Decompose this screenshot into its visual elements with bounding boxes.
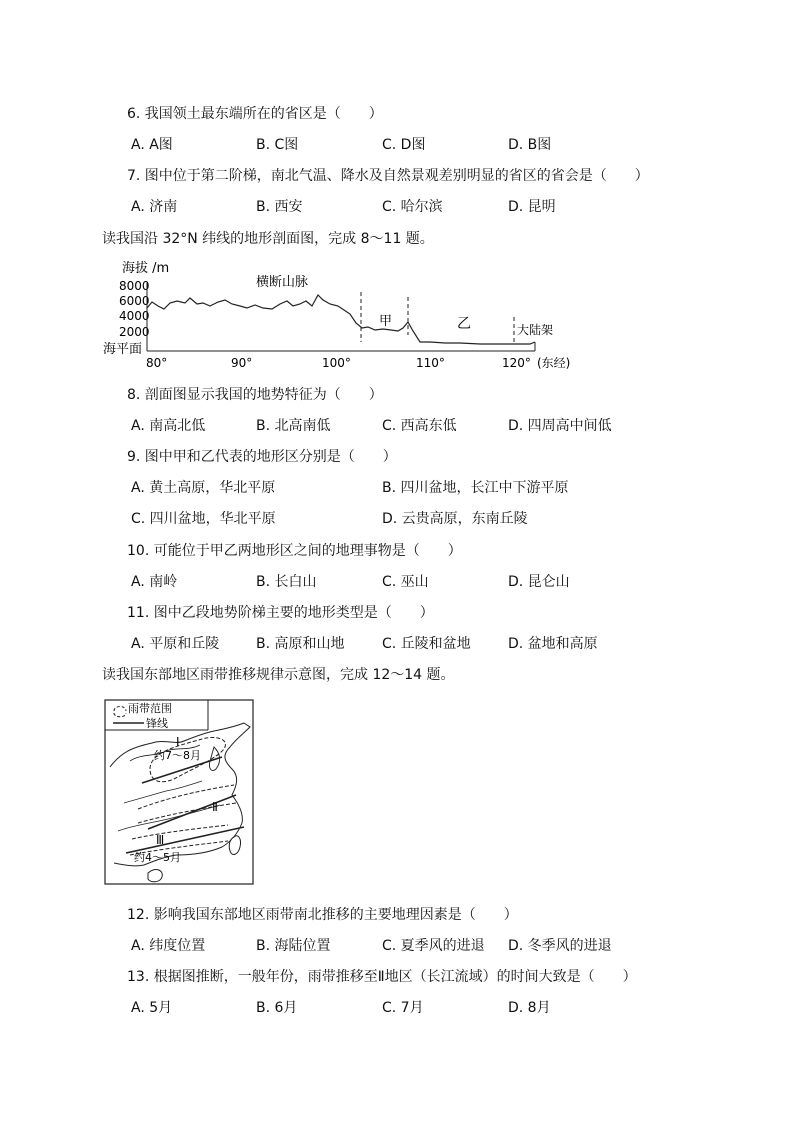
q12-option-a: A. 纬度位置 [131,938,206,954]
q7-option-c: C. 哈尔滨 [382,199,443,215]
q11-option-d: D. 盆地和高原 [508,636,598,652]
profile-xtick-80: 80° [146,356,168,370]
q12-option-c: C. 夏季风的进退 [382,938,485,954]
q10-option-b: B. 长白山 [256,574,317,590]
q10-option-d: D. 昆仑山 [508,574,570,590]
q9-option-c: C. 四川盆地，华北平原 [131,511,276,527]
terrain-profile-line [147,295,535,344]
zone-i-time: 约7～8月 [154,749,201,762]
label-yi: 乙 [457,316,471,332]
q9-option-b: B. 四川盆地，长江中下游平原 [382,480,569,496]
q11-option-a: A. 平原和丘陵 [131,636,220,652]
q6-option-a: A. A图 [131,137,173,153]
label-continental-shelf: 大陆架 [517,323,554,337]
zone-ii-label: Ⅱ [212,800,218,814]
intro-profile: 读我国沿 32°N 纬线的地形剖面图，完成 8～11 题。 [102,231,434,247]
zone-iii-label: Ⅲ [156,833,165,847]
q13-option-c: C. 7月 [382,1000,424,1016]
q11-option-b: B. 高原和山地 [256,636,345,652]
q9-option-a: A. 黄土高原，华北平原 [131,480,276,496]
zone-i-label: Ⅰ [176,735,180,749]
terrain-profile-figure [100,256,590,372]
profile-xunit: (东经) [537,356,571,370]
q11-option-c: C. 丘陵和盆地 [382,636,471,652]
profile-ytick-8000: 8000 [119,279,150,293]
profile-xtick-110: 110° [416,356,445,370]
label-hengduan-mountains: 横断山脉 [256,275,309,290]
hainan-island [148,870,162,882]
profile-ytick-2000: 2000 [119,325,150,339]
profile-ytick-6000: 6000 [119,294,150,308]
zone-iii-time: 约4～5月 [134,851,181,864]
q6-option-b: B. C图 [256,137,299,153]
profile-xtick-120: 120° [502,356,531,370]
profile-ylabel: 海拔 /m [122,261,170,276]
q13-option-a: A. 5月 [131,1000,173,1016]
q8-option-d: D. 四周高中间低 [508,418,612,434]
legend-front-label: 锋线 [146,717,168,730]
q8-stem: 8. 剖面图显示我国的地势特征为（ ） [127,387,383,403]
profile-xtick-100: 100° [322,356,351,370]
label-jia: 甲 [379,314,393,329]
legend-rain-label: 雨带范围 [128,702,172,715]
profile-xtick-90: 90° [231,356,253,370]
q7-option-a: A. 济南 [131,199,178,215]
q11-stem: 11. 图中乙段地势阶梯主要的地形类型是（ ） [127,605,434,621]
q10-option-c: C. 巫山 [382,574,429,590]
q13-option-b: B. 6月 [256,1000,298,1016]
q6-stem: 6. 我国领土最东端所在的省区是（ ） [127,106,383,122]
q7-option-b: B. 西安 [256,199,303,215]
profile-ytick-4000: 4000 [119,309,150,323]
q7-stem: 7. 图中位于第二阶梯，南北气温、降水及自然景观差别明显的省区的省会是（ ） [127,168,649,184]
q12-stem: 12. 影响我国东部地区雨带南北推移的主要地理因素是（ ） [127,907,518,923]
q9-option-d: D. 云贵高原，东南丘陵 [382,511,528,527]
q12-option-d: D. 冬季风的进退 [508,938,612,954]
q10-option-a: A. 南岭 [131,574,178,590]
q6-option-c: C. D图 [382,137,426,153]
q9-stem: 9. 图中甲和乙代表的地形区分别是（ ） [127,449,397,465]
profile-sea-level-label: 海平面 [103,342,143,357]
q10-stem: 10. 可能位于甲乙两地形区之间的地理事物是（ ） [127,543,462,559]
rain-belt-map [104,699,256,887]
q13-stem: 13. 根据图推断，一般年份，雨带推移至Ⅱ地区（长江流域）的时间大致是（ ） [127,969,637,985]
q13-option-d: D. 8月 [508,1000,551,1016]
q8-option-c: C. 西高东低 [382,418,457,434]
q7-option-d: D. 昆明 [508,199,556,215]
q6-option-d: D. B图 [508,137,552,153]
q8-option-a: A. 南高北低 [131,418,206,434]
intro-rainbelt: 读我国东部地区雨带推移规律示意图，完成 12～14 题。 [102,667,455,683]
q8-option-b: B. 北高南低 [256,418,331,434]
q12-option-b: B. 海陆位置 [256,938,331,954]
